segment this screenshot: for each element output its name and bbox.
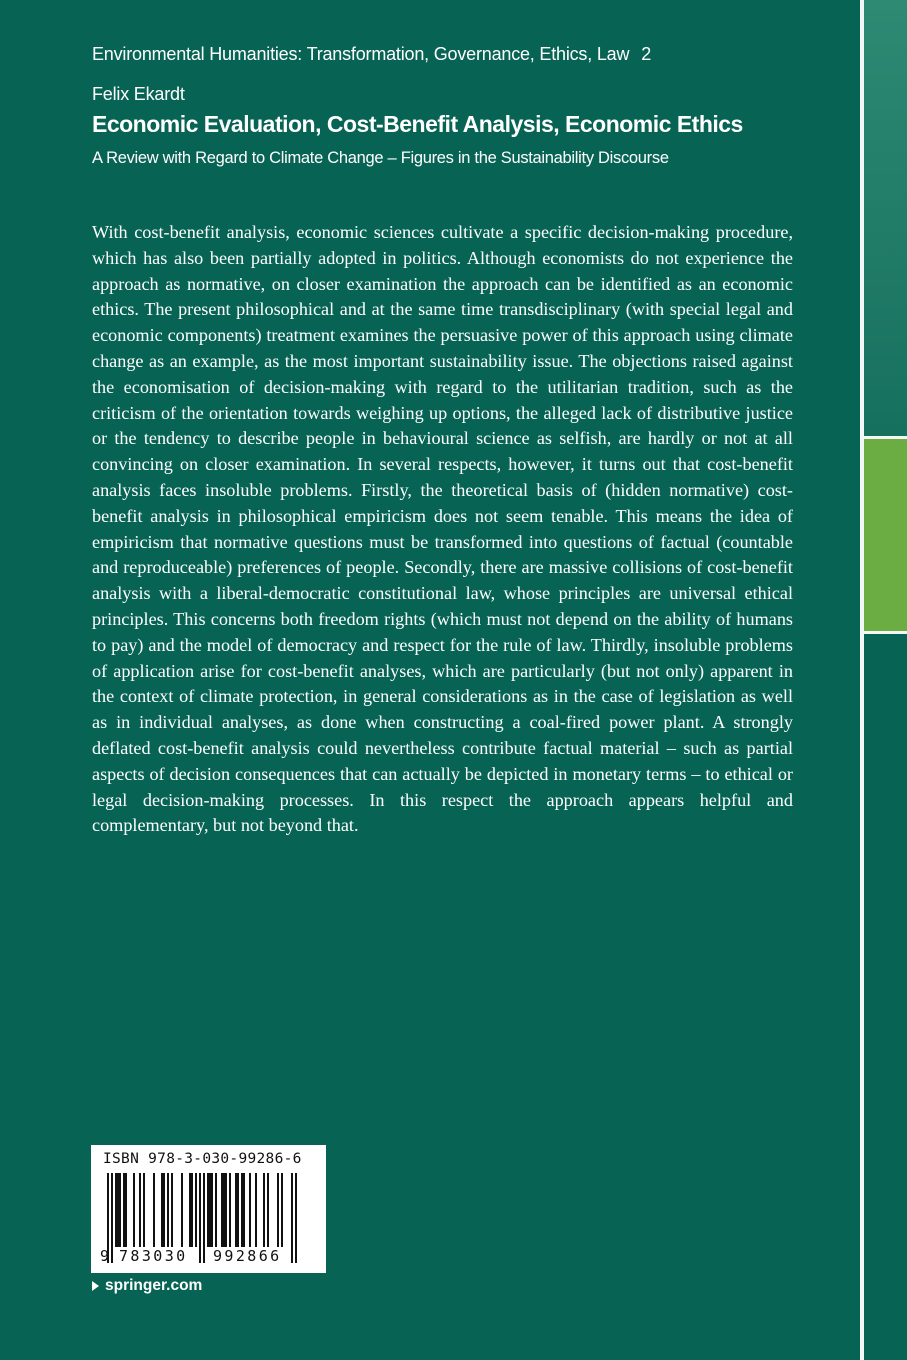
barcode-guard-bar: [291, 1173, 293, 1263]
barcode-bar: [139, 1173, 141, 1247]
ean-digit-group-left: 783030: [119, 1247, 188, 1265]
barcode-bar: [215, 1173, 217, 1247]
barcode-bar: [211, 1173, 213, 1247]
barcode-guard-bar: [295, 1173, 297, 1263]
barcode-bar: [153, 1173, 155, 1247]
barcode-bar: [223, 1173, 225, 1247]
barcode-bar: [163, 1173, 165, 1247]
isbn-label: ISBN 978-3-030-99286-6: [103, 1151, 302, 1167]
publisher-url: springer.com: [105, 1277, 203, 1294]
barcode-bar: [255, 1173, 257, 1247]
barcode-bar: [281, 1173, 283, 1247]
color-band-dark: [864, 634, 907, 1360]
barcode-bar: [209, 1173, 211, 1247]
barcode-bar: [191, 1173, 193, 1247]
barcode-bar: [225, 1173, 227, 1247]
barcode-bar: [229, 1173, 231, 1247]
color-band-teal: [864, 0, 907, 436]
barcode-bar: [167, 1173, 169, 1247]
barcode-bar: [195, 1173, 197, 1247]
barcode-bar: [133, 1173, 135, 1247]
barcode-bar: [117, 1173, 119, 1247]
series-title: [92, 44, 651, 65]
barcode-bar: [189, 1173, 191, 1247]
barcode-guard-bar: [199, 1173, 201, 1263]
barcode-bar: [181, 1173, 183, 1247]
barcode-bar: [235, 1173, 237, 1247]
barcode-bar: [249, 1173, 251, 1247]
book-title: Economic Evaluation, Cost-Benefit Analysis, Economic Ethics: [92, 111, 743, 137]
barcode-bar: [161, 1173, 163, 1247]
barcode-bar: [221, 1173, 223, 1247]
series-number: 2: [641, 44, 652, 64]
barcode-bar: [115, 1173, 117, 1247]
barcode-bar: [277, 1173, 279, 1247]
book-subtitle: A Review with Regard to Climate Change – Figures in the Sustainability Discourse: [92, 149, 669, 167]
barcode-bar: [267, 1173, 269, 1247]
barcode-guard-bar: [203, 1173, 205, 1263]
isbn-barcode-box: [91, 1145, 326, 1273]
series-name: Environmental Humanities: Transformation, Governance, Ethics, Law: [92, 44, 630, 64]
barcode-bar: [263, 1173, 265, 1247]
publisher-link[interactable]: [92, 1277, 202, 1295]
barcode-bar: [237, 1173, 239, 1247]
barcode-bar: [207, 1173, 209, 1247]
barcode-bar: [143, 1173, 145, 1247]
triangle-right-icon: [92, 1281, 99, 1291]
color-band-green: [864, 439, 907, 631]
barcode-bar: [123, 1173, 125, 1247]
barcode-bar: [241, 1173, 243, 1247]
book-abstract: With cost-benefit analysis, economic sciences cultivate a specific decision-making procedure, which has also been partially adopted in politics. Although economists do not experience the approach as normative, on closer examination the approach can be identified as an economic ethics. The present philosophical and at the same time transdisciplinary (with special legal and economic components) treatment examines the persuasive power of this approach using climate change as an example, as the most important sustainability issue. The objections raised against the economisation of decision-making with regard to the utilitarian tradition, such as the criticism of the orientation towards weighing up options, the alleged lack of distributive justice or the tendency to describe people in behavioural science as selfish, are hardly or not at all convincing on closer examination. In several respects, however, it turns out that cost-benefit analysis faces insoluble problems. Firstly, the theoretical basis of (hidden normative) cost-benefit analysis in philosophical empiricism does not seem tenable. This means the idea of empiricism that normative questions must be transformed into questions of factual (countable and reproduceable) preferences of people. Secondly, there are massive collisions of cost-benefit analysis with a liberal-democratic constitutional law, whose principles are universal ethical principles. This concerns both freedom rights (which must not depend on the ability of humans to pay) and the model of democracy and respect for the rule of law. Thirdly, insoluble problems of application arise for cost-benefit analyses, which are particularly (but not only) apparent in the context of climate protection, in general considerations as in the case of legislation as well as in individual analyses, as done when constructing a coal-fired power plant. A strongly deflated cost-benefit analysis could nevertheless contribute factual material – such as partial aspects of decision consequences that can actually be depicted in monetary terms – to ethical or legal decision-making processes. In this respect the approach appears helpful and complementary, but not beyond that.: [92, 222, 793, 836]
barcode-guard-bar: [111, 1173, 113, 1263]
barcode-bar: [171, 1173, 173, 1247]
ean-first-digit: 9: [100, 1247, 110, 1265]
barcode-bar: [243, 1173, 245, 1247]
author-name: Felix Ekardt: [92, 84, 185, 104]
barcode-bar: [119, 1173, 121, 1247]
ean-digit-group-right: 992866: [213, 1247, 282, 1265]
barcode-bar: [125, 1173, 127, 1247]
